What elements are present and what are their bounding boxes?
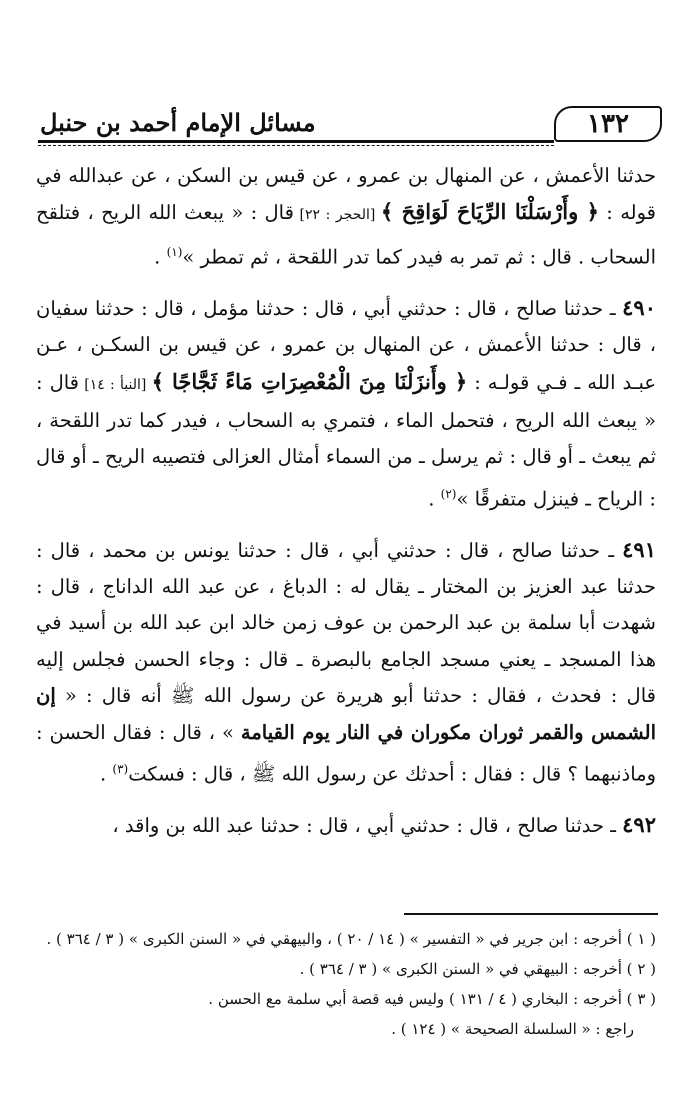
hadith-number: ٤٩١ — [622, 536, 656, 562]
hadith-quote: إن الشمس والقمر ثوران مكوران في النار يوم القيامة — [36, 684, 656, 744]
header-rule — [38, 140, 554, 143]
running-title: مسائل الإمام أحمد بن حنبل — [40, 108, 316, 137]
hadith-number: ٤٩٢ — [622, 812, 656, 837]
quran-verse: ﴿ وأَنزَلْنَا مِنَ الْمُعْصِرَاتِ مَاءً ثَجَّاجًا ﴾ — [151, 368, 468, 394]
footnote-separator — [404, 913, 658, 915]
paragraph-text: ـ حدثنا صالح ، قال : حدثني أبي ، قال : حدثنا يونس بن محمد ، قال : حدثنا عبد العزيز بن المختار ـ يقال له : الدباغ ، عن عبد الله الداناج ، قال : شهدت أبا سلمة بن عبد الرحمن بن عوف زمن خالد ابن عبد الله بن أسيد في هذا المسجد ـ يعني مسجد الجامع بالبصرة ـ قال : وجاء الحسن فجلس إليه قال : فحدث ، فقال : حدثنا أبو هريرة عن رسول الله ﷺ أنه قال : « — [36, 538, 657, 708]
paragraph-text: ـ حدثنا صالح ، قال : حدثني أبي ، قال : حدثنا مؤمل ، قال : حدثنا سفيان ، قال : حدثنا الأعمش ، عن المنهال بن عمرو ، عن قيس بن السكـن ، عـن عبـد الله ـ فـي قولـه : — [36, 296, 656, 394]
footnote-marker: (٣) — [112, 762, 129, 777]
hadith-490 — [36, 290, 656, 518]
paragraph-text: » ، قال : فقال الحسن : وماذنبهما ؟ قال : فقال : أحدثك عن رسول الله ﷺ ، قال : فسكت — [36, 720, 656, 786]
paragraph-continuation — [36, 158, 656, 276]
hadith-number: ٤٩٠ — [622, 294, 656, 320]
quran-verse: ﴿ وأَرْسَلْنَا الرِّيَاحَ لَوَاقِحَ ﴾ — [380, 199, 599, 225]
footnote: ( ١ ) أخرجه : ابن جرير في « التفسير » ( ١٤ / ٢٠ ) ، والبيهقي في « السنن الكبرى » ( ٣ / ٣٦٤ ) . — [46, 930, 656, 948]
page-number: ١٣٢ — [554, 106, 662, 142]
hadith-492 — [36, 807, 656, 844]
footnote: ( ٢ ) أخرجه : البيهقي في « السنن الكبرى » ( ٣ / ٣٦٤ ) . — [299, 960, 656, 978]
paragraph-end: . — [154, 245, 167, 269]
footnotes — [36, 924, 656, 1044]
footnote-marker: (٢) — [440, 486, 457, 501]
paragraph-text: حدثنا الأعمش ، عن المنهال بن عمرو ، عن قيس بن السكن ، عن عبدالله في قوله : — [36, 164, 656, 225]
main-text — [36, 158, 656, 844]
paragraph-text: ـ حدثنا صالح ، قال : حدثني أبي ، قال : حدثنا عبد الله بن واقد ، — [112, 814, 623, 837]
footnote: ( ٣ ) أخرجه : البخاري ( ٤ / ١٣١ ) وليس فيه قصة أبي سلمة مع الحسن . — [208, 990, 656, 1008]
verse-reference: [الحجر : ٢٢] — [293, 207, 381, 224]
header-rule-dashed — [38, 145, 554, 146]
verse-reference: [النبأ : ١٤] — [79, 376, 152, 393]
paragraph-text: قال : « يبعث الله الريح ، فتلقح السحاب . قال : ثم تمر به فيدر كما تدر اللقحة ، ثم تمطر » — [36, 201, 656, 269]
paragraph-text: قال : « يبعث الله الريح ، فتحمل الماء ، فتمري به السحاب ، فيدر كما تدر اللقحة ، ثم يبعث ـ أو قال : ثم يرسل ـ من السماء أمثال العزالى فتصيبه الريح ـ أو قال : الرياح ـ فينزل متفرقًا » — [36, 370, 656, 511]
paragraph-end: . — [99, 762, 113, 786]
footnote-marker: (١) — [166, 244, 183, 259]
paragraph-end: . — [428, 487, 441, 511]
footnote: راجع : « السلسلة الصحيحة » ( ١٢٤ ) . — [391, 1020, 634, 1038]
hadith-491 — [36, 532, 656, 793]
